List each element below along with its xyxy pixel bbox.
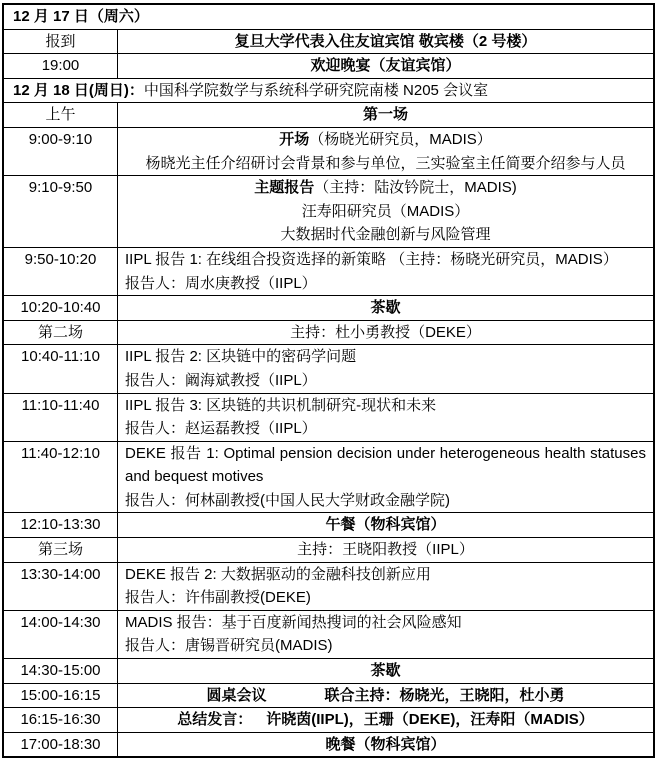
content-cell (118, 708, 653, 732)
row-session3-header (4, 537, 653, 562)
row-deke-talk2 (4, 562, 653, 610)
date-header-cell (4, 5, 653, 29)
content-cell (118, 103, 653, 127)
content-cell (118, 54, 653, 78)
date-header-cell (4, 79, 653, 103)
checkin-hotel-label: 复旦大学代表入住友谊宾馆 敬宾楼（2 号楼） (234, 32, 537, 50)
iipl-talk2-title: IIPL 报告 2: 区块链中的密码学问题 (125, 348, 357, 366)
row-keynote (4, 175, 653, 247)
roundtable-label: 圆桌会议 (206, 686, 267, 704)
time-cell: 12:10-13:30 (4, 513, 118, 537)
row-date-dec18-venue (4, 78, 653, 103)
deke-talk1-speaker: 报告人：何林副教授(中国人民大学财政金融学院) (125, 491, 450, 509)
time-cell: 10:40-11:10 (4, 345, 118, 392)
closing-remarks-speakers: 许晓茵(IIPL)，王珊（DEKE)，汪寿阳（MADIS） (266, 711, 594, 729)
deke-talk2-speaker: 报告人：许伟副教授(DEKE) (125, 589, 311, 607)
keynote-title: 主题报告 (254, 179, 315, 197)
row-checkin (4, 29, 653, 54)
keynote-topic: 大数据时代金融创新与风险管理 (280, 226, 491, 244)
session1-title: 第一场 (362, 106, 408, 124)
opening-title: 开场 (279, 130, 310, 148)
row-date-dec17 (4, 5, 653, 29)
session-label-cell: 上午 (4, 103, 118, 127)
row-iipl-talk1 (4, 247, 653, 295)
row-iipl-talk2 (4, 344, 653, 392)
time-cell: 19:00 (4, 54, 118, 78)
content-cell (118, 733, 653, 757)
roundtable-cochairs: 联合主持：杨晓光，王晓阳，杜小勇 (324, 686, 565, 704)
content-cell (118, 296, 653, 320)
keynote-speaker: 汪寿阳研究员（MADIS） (301, 202, 470, 220)
madis-talk-speaker: 报告人：唐锡晋研究员(MADIS) (125, 637, 333, 655)
conference-agenda-table (2, 3, 655, 758)
content-cell (118, 248, 653, 295)
tea-break-label: 茶歇 (370, 662, 401, 680)
deke-talk2-title: DEKE 报告 2: 大数据驱动的金融科技创新应用 (125, 565, 431, 583)
time-cell: 9:10-9:50 (4, 176, 118, 247)
opening-host: （杨晓光研究员，MADIS） (309, 130, 492, 148)
time-cell: 14:00-14:30 (4, 611, 118, 658)
session-label-cell: 第三场 (4, 538, 118, 562)
row-tea-break-2 (4, 658, 653, 683)
time-cell: 14:30-15:00 (4, 659, 118, 683)
content-cell (118, 538, 653, 562)
row-tea-break-1 (4, 295, 653, 320)
time-cell: 16:15-16:30 (4, 708, 118, 732)
iipl-talk1-speaker: 报告人：周水庚教授（IIPL） (125, 274, 317, 292)
iipl-talk3-speaker: 报告人：赵运磊教授（IIPL） (125, 420, 317, 438)
row-roundtable (4, 683, 653, 708)
time-cell: 13:30-14:00 (4, 563, 118, 610)
row-iipl-talk3 (4, 393, 653, 441)
welcome-banquet-label: 欢迎晚宴（友谊宾馆） (310, 57, 461, 75)
row-deke-talk1 (4, 441, 653, 513)
lunch-label: 午餐（物科宾馆） (325, 516, 446, 534)
content-cell (118, 30, 653, 54)
content-cell (118, 659, 653, 683)
time-cell: 9:50-10:20 (4, 248, 118, 295)
row-session2-header (4, 320, 653, 345)
row-welcome-banquet (4, 53, 653, 78)
row-dinner (4, 732, 653, 757)
date-dec17-label: 12 月 17 日（周六） (13, 8, 149, 25)
dinner-label: 晚餐（物科宾馆） (325, 735, 446, 753)
time-cell: 10:20-10:40 (4, 296, 118, 320)
content-cell (118, 176, 653, 247)
venue-label: 中国科学院数学与系统科学研究院南楼 N205 会议室 (143, 81, 489, 99)
iipl-talk3-title: IIPL 报告 3: 区块链的共识机制研究-现状和未来 (125, 396, 437, 414)
row-session1-header (4, 102, 653, 127)
session3-chair: 主持：王晓阳教授（IIPL） (297, 541, 474, 559)
content-cell (118, 345, 653, 392)
deke-talk1-title: DEKE 报告 1: Optimal pension decision under heterogeneous health statuses and bequest motives (125, 444, 646, 486)
time-cell: 报到 (4, 30, 118, 54)
time-cell: 11:40-12:10 (4, 442, 118, 513)
content-cell (118, 321, 653, 345)
content-cell (118, 611, 653, 658)
opening-description: 杨晓光主任介绍研讨会背景和参与单位，三实验室主任简要介绍参与人员 (145, 154, 626, 172)
iipl-talk2-speaker: 报告人：阚海斌教授（IIPL） (125, 371, 317, 389)
time-cell: 15:00-16:15 (4, 684, 118, 708)
madis-talk-title: MADIS 报告：基于百度新闻热搜词的社会风险感知 (125, 613, 462, 631)
date-dec18-label: 12 月 18 日(周日)： (13, 81, 144, 99)
row-closing-remarks (4, 707, 653, 732)
session-label-cell: 第二场 (4, 321, 118, 345)
session2-chair: 主持：杜小勇教授（DEKE） (290, 323, 481, 341)
row-lunch (4, 512, 653, 537)
keynote-chair: （主持：陆汝钤院士，MADIS) (314, 179, 517, 197)
row-madis-talk (4, 610, 653, 658)
content-cell (118, 394, 653, 441)
content-cell (118, 442, 653, 513)
time-cell: 9:00-9:10 (4, 128, 118, 175)
row-opening (4, 127, 653, 175)
closing-remarks-label: 总结发言： (177, 711, 253, 729)
time-cell: 17:00-18:30 (4, 733, 118, 757)
content-cell (118, 513, 653, 537)
content-cell (118, 684, 653, 708)
time-cell: 11:10-11:40 (4, 394, 118, 441)
content-cell (118, 563, 653, 610)
content-cell (118, 128, 653, 175)
tea-break-label: 茶歇 (370, 299, 401, 317)
iipl-talk1-title: IIPL 报告 1: 在线组合投资选择的新策略 （主持：杨晓光研究员，MADIS） (125, 250, 618, 268)
